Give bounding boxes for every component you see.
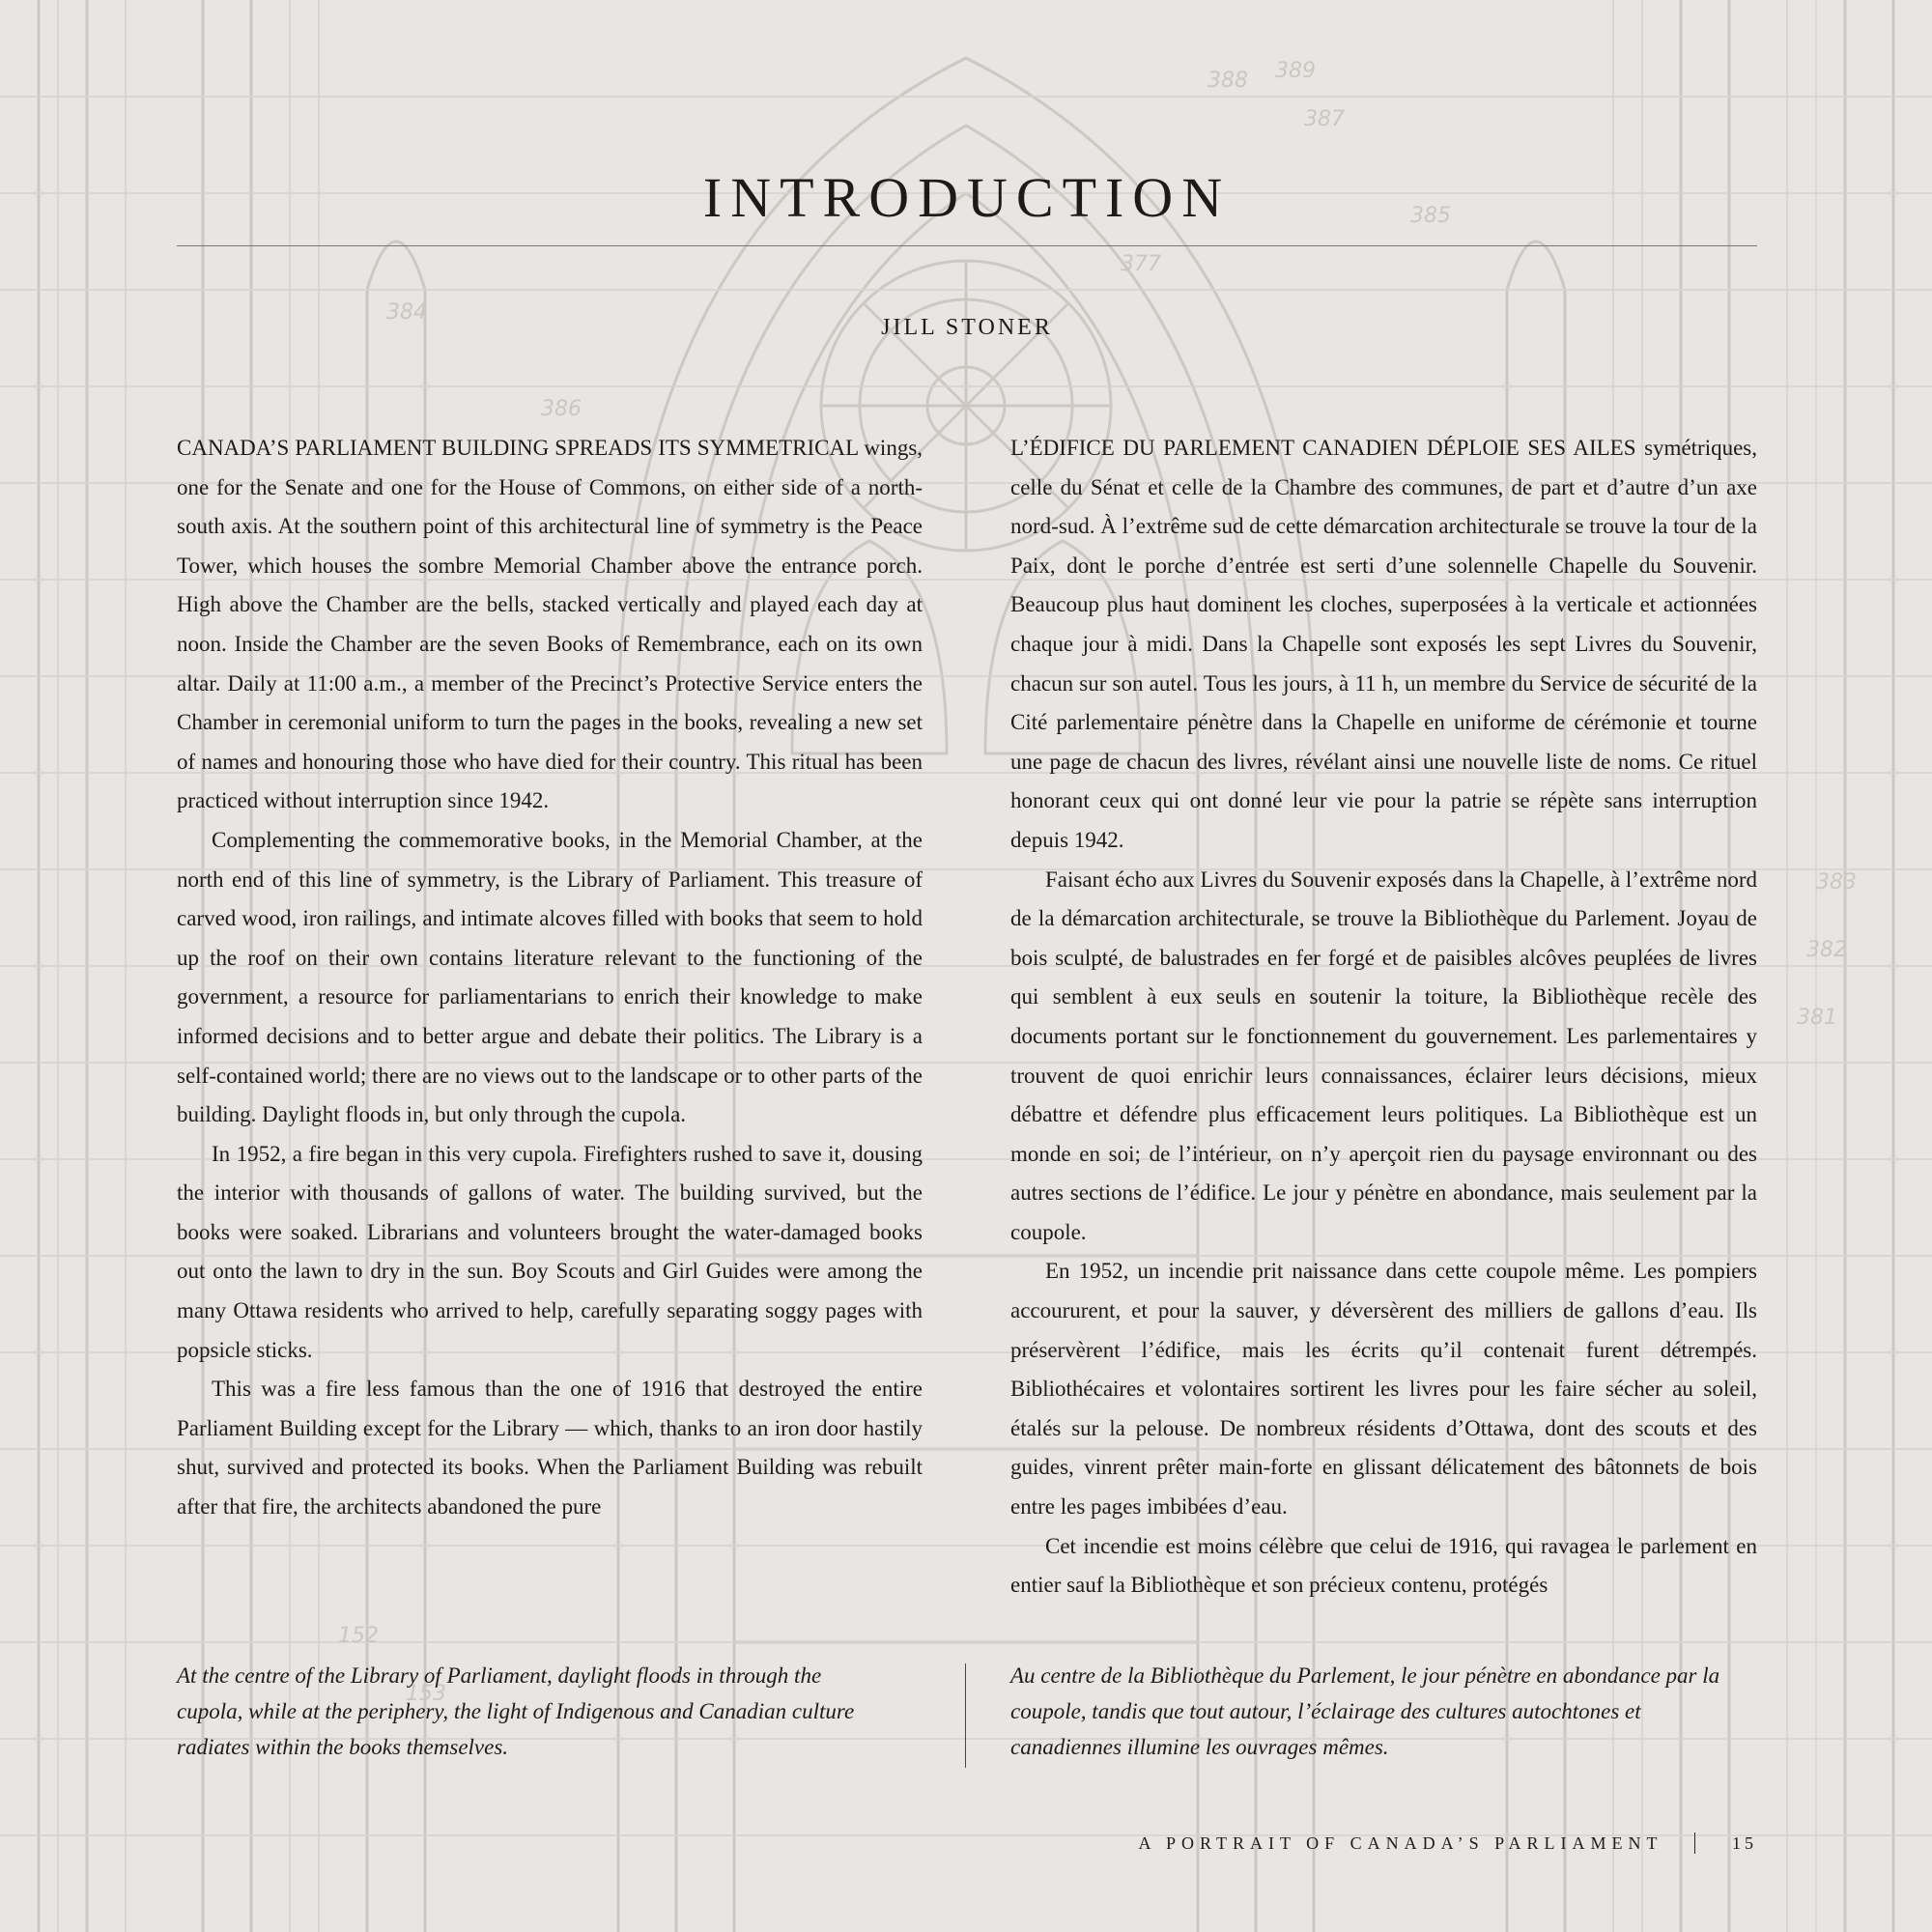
footer-separator <box>1694 1833 1696 1854</box>
paragraph-text: symétriques, celle du Sénat et celle de la Chambre des communes, de part et d’autre d’un axe nord-sud. À l’extrême sud de cette démarcation architecturale se trouve la tour de la Paix, dont le porche d’entrée est serti d’une solennelle Chapelle du Souvenir. Beaucoup plus haut dominent les cloches, superposées à la verticale et actionnées chaque jour à midi. Dans la Chapelle sont exposés les sept Livres du Souvenir, chacun sur son autel. Tous les jours, à 11 h, un membre du Service de sécurité de la Cité parlementaire pénètre dans la Chapelle en uniforme de cérémonie et tourne une page de chacun des livres, révélant ainsi une nouvelle liste de noms. Ce rituel honorant ceux qui ont donné leur vie pour la patrie se répète sans interruption depuis 1942. <box>1010 436 1758 852</box>
paragraph-text: wings, one for the Senate and one for the House of Commons, on either side of a north-south axis. At the southern point of this architectural line of symmetry is the Peace Tower, which houses the sombre Memorial Chamber above the entrance porch. High above the Chamber are the bells, stacked vertically and played each day at noon. Inside the Chamber are the seven Books of Remembrance, each on its own altar. Daily at 11:00 a.m., a member of the Precinct’s Protective Service enters the Chamber in ceremonial uniform to turn the pages in the books, revealing a new set of names and honouring those who have died for their country. This ritual has been practiced without interruption since 1942. <box>177 436 923 813</box>
title-divider <box>177 245 1757 246</box>
photo-captions <box>177 1658 1757 1774</box>
paragraph <box>1010 429 1757 861</box>
paragraph: This was a fire less famous than the one of 1916 that destroyed the entire Parliament Building except for the Library — which, thanks to an iron door hastily shut, survived and protected its books. When the Parliament Building was rebuilt after that fire, the architects abandoned the pure <box>177 1377 923 1520</box>
caption-divider <box>965 1663 966 1768</box>
drawing-label: 388 <box>1208 69 1248 93</box>
paragraph: Complementing the commemorative books, in the Memorial Chamber, at the north end of this line of symmetry, is the Library of Parliament. This treasure of carved wood, iron railings, and intimate alcoves filled with books that seem to hold up the roof on their own contains literature relevant to the functioning of the government, a resource for parliamentarians to enrich their knowledge to make informed decisions and to better argue and debate their politics. The Library is a self-contained world; there are no views out to the landscape or to other parts of the building. Daylight floods in, but only through the cupola. <box>177 827 923 1127</box>
author-name: JILL STONER <box>881 315 1053 340</box>
drawing-label: 382 <box>1806 938 1847 962</box>
paragraph: En 1952, un incendie prit naissance dans cette coupole même. Les pompiers accoururent, et pour la sauver, y déversèrent des milliers de gallons d’eau. Ils préservèrent l’édifice, mais les écrits qu’il contenait furent détrempés. Bibliothécaires et volontaires sortirent les livres pour les faire sécher au soleil, étalés sur la pelouse. De nombreux résidents d’Ottawa, dont des scouts et des guides, vinrent prêter main-forte en glissant délicatement des bâtonnets de bois entre les pages imbibées d’eau. <box>1010 1259 1757 1520</box>
page-title: INTRODUCTION <box>702 166 1232 229</box>
drawing-label: 385 <box>1410 204 1451 228</box>
caption-french: Au centre de la Bibliothèque du Parlement, le jour pénètre en abondance par la coupole, tandis que tout autour, l’éclairage des cultures autochtones et canadiennes illumine les ouvrages mêmes. <box>1010 1663 1720 1759</box>
drawing-label: 153 <box>406 1682 446 1706</box>
english-column <box>177 429 923 1527</box>
drawing-label: 389 <box>1275 59 1316 83</box>
drawing-label: 387 <box>1304 107 1345 131</box>
paragraph: Faisant écho aux Livres du Souvenir exposés dans la Chapelle, à l’extrême nord de la démarcation architecturale, se trouve la Bibliothèque du Parlement. Joyau de bois sculpté, de balustrades en fer forgé et de paisibles alcôves peuplées de livres qui semblent à eux seuls en soutenir la toiture, la Bibliothèque recèle des documents portant sur le fonctionnement du gouvernement. Les parlementaires y trouvent de quoi enrichir leurs connaissances, éclairer leurs décisions, mieux débattre et défendre plus efficacement leurs politiques. La Bibliothèque est un monde en soi; de l’intérieur, on n’y aperçoit rien du paysage environnant ou des autres sections de l’édifice. Le jour y pénètre en abondance, mais seulement par la coupole. <box>1010 867 1757 1244</box>
drawing-label: 386 <box>541 397 582 421</box>
lead-in-caps: L’ÉDIFICE DU PARLEMENT CANADIEN DÉPLOIE SES AILES <box>1010 436 1636 460</box>
drawing-label: 383 <box>1816 870 1857 895</box>
drawing-label: 377 <box>1121 252 1161 276</box>
paragraph <box>177 429 923 821</box>
lead-in-caps: CANADA’S PARLIAMENT BUILDING SPREADS ITS SYMMETRICAL <box>177 436 859 460</box>
running-footer <box>1139 1833 1757 1854</box>
caption-english: At the centre of the Library of Parliament, daylight floods in through the cupola, while at the periphery, the light of Indigenous and Canadian culture radiates within the books themselves. <box>177 1663 855 1759</box>
running-title: A PORTRAIT OF CANADA’S PARLIAMENT <box>1138 1833 1663 1853</box>
page-number: 15 <box>1732 1833 1757 1853</box>
drawing-label: 152 <box>338 1624 379 1648</box>
drawing-label: 384 <box>386 300 427 325</box>
paragraph: Cet incendie est moins célèbre que celui de 1916, qui ravagea le parlement en entier sauf la Bibliothèque et son précieux contenu, protégés <box>1010 1533 1757 1598</box>
french-column <box>1010 429 1757 1605</box>
drawing-label: 381 <box>1797 1006 1837 1030</box>
paragraph: In 1952, a fire began in this very cupola. Firefighters rushed to save it, dousing the interior with thousands of gallons of water. The building survived, but the books were soaked. Librarians and volunteers brought the water-damaged books out onto the lawn to dry in the sun. Boy Scouts and Girl Guides were among the many Ottawa residents who arrived to help, carefully separating soggy pages with popsicle sticks. <box>177 1141 923 1362</box>
